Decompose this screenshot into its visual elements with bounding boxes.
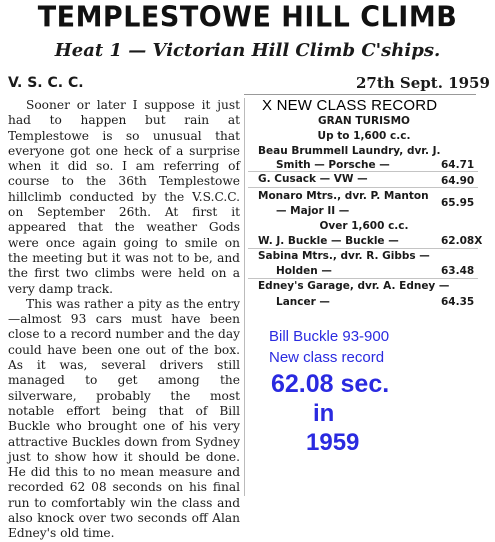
result-entry-1-line1: Beau Brummell Laundry, dvr. J. — [258, 145, 441, 157]
result-entry-1-time: 64.71 — [441, 159, 475, 171]
result-entry-3-line2: — Major II — — [276, 205, 350, 217]
page-title: TEMPLESTOWE HILL CLIMB — [37, 1, 458, 34]
result-entry-1-line2: Smith — Porsche — — [276, 159, 390, 171]
result-divider — [248, 248, 478, 249]
article-body — [8, 98, 240, 542]
organisation-label: V. S. C. C. — [8, 75, 84, 91]
column-divider — [244, 98, 245, 496]
result-entry-4-line1: W. J. Buckle — Buckle — — [258, 235, 399, 247]
result-divider — [248, 278, 478, 279]
result-entry-6-time: 64.35 — [441, 296, 475, 308]
result-entry-3-line1: Monaro Mtrs., dvr. P. Manton — [258, 190, 429, 202]
new-class-record-note: X NEW CLASS RECORD — [262, 97, 438, 114]
callout-time: 62.08 sec. — [271, 370, 390, 398]
event-date: 27th Sept. 1959 — [356, 74, 490, 92]
result-divider — [248, 187, 478, 188]
result-entry-6-line1: Edney's Garage, dvr. A. Edney — — [258, 280, 450, 292]
result-entry-3-time: 65.95 — [441, 197, 475, 209]
callout-driver-line: Bill Buckle 93-900 — [269, 328, 390, 345]
result-entry-5-line1: Sabina Mtrs., dvr. R. Gibbs — — [258, 250, 430, 262]
result-entry-2-time: 64.90 — [441, 175, 475, 187]
result-entry-2-line1: G. Cusack — VW — — [258, 173, 368, 185]
results-heading: GRAN TURISMO — [318, 115, 410, 127]
result-divider — [248, 171, 478, 172]
callout-in: in — [313, 400, 335, 427]
callout-record-line: New class record — [269, 349, 385, 366]
header-divider — [244, 94, 476, 95]
result-entry-5-line2: Holden — — [276, 265, 332, 277]
class-heading-up-to-1600: Up to 1,600 c.c. — [317, 130, 411, 142]
class-heading-over-1600: Over 1,600 c.c. — [319, 220, 409, 232]
article-paragraph-1: Sooner or later I suppose it just had to happen but rain at Templestowe is so unusual that everyone got one heck of a surprise when it did so. I am referring of course to the 36th Templestowe hillclimb conducted by the V.S.C.C. on September 26th. At first it appeared that the weather Gods were once again going to smile on the meeting but it was not to be, and the first two climbs were held on a very damp track. — [8, 98, 240, 296]
result-entry-6-line2: Lancer — — [276, 296, 330, 308]
article-paragraph-2: This was rather a pity as the entry —almost 93 cars must have been close to a record number and the day could have been one out of the box. As it was, several drivers still managed to get among the silverware, probably the most notable effort being that of Bill Buckle who brought one of his very attractive Buckles down from Sydney just to show how it should be done. He did this to no mean measure and recorded 62 08 seconds on his final run to comfortably win the class and also knock over two seconds off Alan Edney's old time. — [8, 296, 240, 541]
result-entry-5-time: 63.48 — [441, 265, 475, 277]
result-entry-4-time: 62.08X — [441, 235, 483, 247]
callout-year: 1959 — [306, 429, 360, 456]
page-subtitle: Heat 1 — Victorian Hill Climb C'ships. — [54, 40, 441, 61]
